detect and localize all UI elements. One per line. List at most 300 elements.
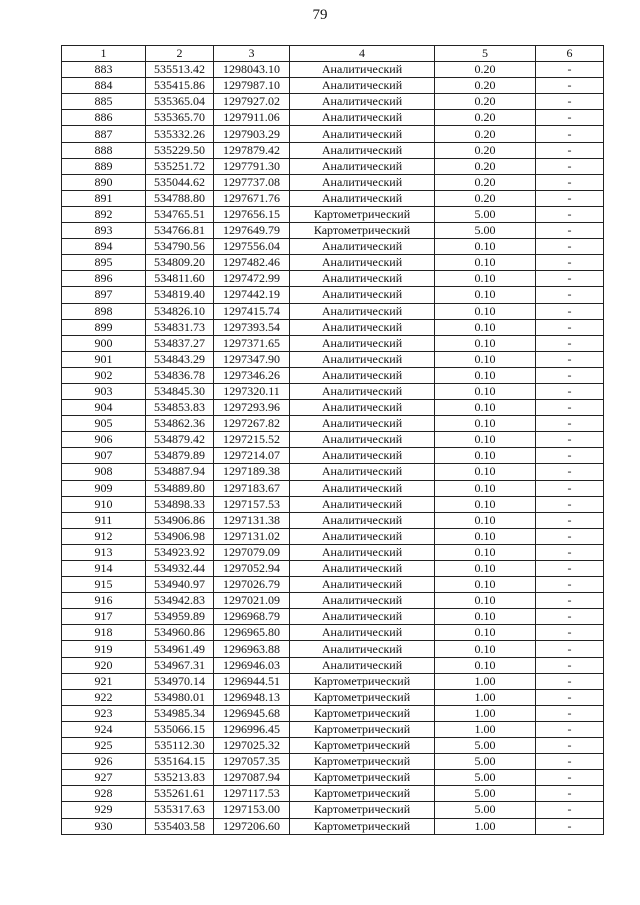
method-cell: Картометрический	[290, 754, 435, 770]
note-cell: -	[536, 62, 604, 78]
method-cell: Аналитический	[290, 416, 435, 432]
x-coordinate-cell: 535261.61	[146, 786, 214, 802]
accuracy-cell: 0.10	[435, 255, 536, 271]
note-cell: -	[536, 190, 604, 206]
point-number-cell: 884	[62, 78, 146, 94]
method-cell: Аналитический	[290, 78, 435, 94]
y-coordinate-cell: 1297214.07	[214, 448, 290, 464]
table-row	[62, 689, 604, 705]
y-coordinate-cell: 1296965.80	[214, 625, 290, 641]
y-coordinate-cell: 1297346.26	[214, 367, 290, 383]
y-coordinate-cell: 1297791.30	[214, 158, 290, 174]
point-number-cell: 906	[62, 432, 146, 448]
method-cell: Аналитический	[290, 528, 435, 544]
x-coordinate-cell: 535044.62	[146, 174, 214, 190]
note-cell: -	[536, 544, 604, 560]
table-row	[62, 641, 604, 657]
note-cell: -	[536, 738, 604, 754]
note-cell: -	[536, 577, 604, 593]
accuracy-cell: 0.10	[435, 239, 536, 255]
y-coordinate-cell: 1297393.54	[214, 319, 290, 335]
x-coordinate-cell: 534853.83	[146, 400, 214, 416]
page-number: 79	[312, 7, 328, 23]
table-row	[62, 174, 604, 190]
method-cell: Аналитический	[290, 158, 435, 174]
note-cell: -	[536, 287, 604, 303]
y-coordinate-cell: 1297347.90	[214, 351, 290, 367]
point-number-cell: 893	[62, 223, 146, 239]
y-coordinate-cell: 1297671.76	[214, 190, 290, 206]
table-row	[62, 496, 604, 512]
note-cell: -	[536, 561, 604, 577]
table-row	[62, 94, 604, 110]
method-cell: Аналитический	[290, 448, 435, 464]
table-row	[62, 190, 604, 206]
note-cell: -	[536, 609, 604, 625]
accuracy-cell: 0.10	[435, 544, 536, 560]
table-row	[62, 464, 604, 480]
accuracy-cell: 0.10	[435, 271, 536, 287]
accuracy-cell: 0.20	[435, 94, 536, 110]
table-row	[62, 303, 604, 319]
note-cell: -	[536, 239, 604, 255]
x-coordinate-cell: 535365.70	[146, 110, 214, 126]
point-number-cell: 916	[62, 593, 146, 609]
table-row	[62, 126, 604, 142]
note-cell: -	[536, 110, 604, 126]
method-cell: Аналитический	[290, 110, 435, 126]
point-number-cell: 915	[62, 577, 146, 593]
y-coordinate-cell: 1297415.74	[214, 303, 290, 319]
y-coordinate-cell: 1297026.79	[214, 577, 290, 593]
point-number-cell: 908	[62, 464, 146, 480]
point-number-cell: 925	[62, 738, 146, 754]
y-coordinate-cell: 1297987.10	[214, 78, 290, 94]
y-coordinate-cell: 1296944.51	[214, 673, 290, 689]
table-row	[62, 448, 604, 464]
x-coordinate-cell: 534837.27	[146, 335, 214, 351]
column-header-5: 5	[435, 46, 536, 62]
table-row	[62, 528, 604, 544]
note-cell: -	[536, 657, 604, 673]
method-cell: Аналитический	[290, 190, 435, 206]
x-coordinate-cell: 534826.10	[146, 303, 214, 319]
coordinates-table	[61, 45, 604, 835]
method-cell: Картометрический	[290, 770, 435, 786]
table-row	[62, 480, 604, 496]
table-row	[62, 432, 604, 448]
point-number-cell: 919	[62, 641, 146, 657]
y-coordinate-cell: 1297021.09	[214, 593, 290, 609]
x-coordinate-cell: 535403.58	[146, 818, 214, 834]
point-number-cell: 889	[62, 158, 146, 174]
point-number-cell: 905	[62, 416, 146, 432]
x-coordinate-cell: 535229.50	[146, 142, 214, 158]
x-coordinate-cell: 534819.40	[146, 287, 214, 303]
note-cell: -	[536, 400, 604, 416]
method-cell: Аналитический	[290, 319, 435, 335]
point-number-cell: 896	[62, 271, 146, 287]
point-number-cell: 886	[62, 110, 146, 126]
accuracy-cell: 0.10	[435, 400, 536, 416]
y-coordinate-cell: 1297153.00	[214, 802, 290, 818]
point-number-cell: 902	[62, 367, 146, 383]
table-row	[62, 416, 604, 432]
table-row	[62, 609, 604, 625]
table-row	[62, 705, 604, 721]
y-coordinate-cell: 1297482.46	[214, 255, 290, 271]
method-cell: Аналитический	[290, 367, 435, 383]
accuracy-cell: 5.00	[435, 802, 536, 818]
accuracy-cell: 0.20	[435, 158, 536, 174]
x-coordinate-cell: 535332.26	[146, 126, 214, 142]
y-coordinate-cell: 1296996.45	[214, 721, 290, 737]
note-cell: -	[536, 673, 604, 689]
y-coordinate-cell: 1297879.42	[214, 142, 290, 158]
y-coordinate-cell: 1297079.09	[214, 544, 290, 560]
method-cell: Аналитический	[290, 62, 435, 78]
method-cell: Аналитический	[290, 255, 435, 271]
column-header-6: 6	[536, 46, 604, 62]
note-cell: -	[536, 786, 604, 802]
note-cell: -	[536, 528, 604, 544]
x-coordinate-cell: 535251.72	[146, 158, 214, 174]
x-coordinate-cell: 534843.29	[146, 351, 214, 367]
point-number-cell: 895	[62, 255, 146, 271]
table-row	[62, 206, 604, 222]
method-cell: Аналитический	[290, 335, 435, 351]
note-cell: -	[536, 271, 604, 287]
table-body	[62, 62, 604, 835]
table-row	[62, 351, 604, 367]
y-coordinate-cell: 1297903.29	[214, 126, 290, 142]
point-number-cell: 883	[62, 62, 146, 78]
y-coordinate-cell: 1297442.19	[214, 287, 290, 303]
note-cell: -	[536, 448, 604, 464]
note-cell: -	[536, 78, 604, 94]
table-row	[62, 319, 604, 335]
y-coordinate-cell: 1297189.38	[214, 464, 290, 480]
note-cell: -	[536, 754, 604, 770]
y-coordinate-cell: 1296948.13	[214, 689, 290, 705]
accuracy-cell: 0.10	[435, 528, 536, 544]
accuracy-cell: 0.10	[435, 383, 536, 399]
accuracy-cell: 0.10	[435, 464, 536, 480]
y-coordinate-cell: 1297131.02	[214, 528, 290, 544]
table-row	[62, 625, 604, 641]
accuracy-cell: 5.00	[435, 223, 536, 239]
accuracy-cell: 5.00	[435, 754, 536, 770]
y-coordinate-cell: 1297131.38	[214, 512, 290, 528]
table-row	[62, 335, 604, 351]
method-cell: Аналитический	[290, 496, 435, 512]
accuracy-cell: 5.00	[435, 738, 536, 754]
point-number-cell: 924	[62, 721, 146, 737]
note-cell: -	[536, 625, 604, 641]
table-row	[62, 78, 604, 94]
x-coordinate-cell: 534790.56	[146, 239, 214, 255]
accuracy-cell: 0.10	[435, 335, 536, 351]
table-row	[62, 544, 604, 560]
accuracy-cell: 1.00	[435, 705, 536, 721]
x-coordinate-cell: 534961.49	[146, 641, 214, 657]
method-cell: Картометрический	[290, 802, 435, 818]
y-coordinate-cell: 1296963.88	[214, 641, 290, 657]
y-coordinate-cell: 1296968.79	[214, 609, 290, 625]
note-cell: -	[536, 383, 604, 399]
point-number-cell: 900	[62, 335, 146, 351]
accuracy-cell: 0.10	[435, 448, 536, 464]
x-coordinate-cell: 534879.89	[146, 448, 214, 464]
note-cell: -	[536, 174, 604, 190]
table-row	[62, 110, 604, 126]
method-cell: Аналитический	[290, 512, 435, 528]
point-number-cell: 913	[62, 544, 146, 560]
method-cell: Аналитический	[290, 641, 435, 657]
x-coordinate-cell: 534831.73	[146, 319, 214, 335]
point-number-cell: 897	[62, 287, 146, 303]
accuracy-cell: 0.10	[435, 625, 536, 641]
y-coordinate-cell: 1297057.35	[214, 754, 290, 770]
y-coordinate-cell: 1297025.32	[214, 738, 290, 754]
table-row	[62, 158, 604, 174]
method-cell: Картометрический	[290, 818, 435, 834]
accuracy-cell: 0.10	[435, 303, 536, 319]
table-row	[62, 721, 604, 737]
note-cell: -	[536, 126, 604, 142]
note-cell: -	[536, 416, 604, 432]
accuracy-cell: 1.00	[435, 721, 536, 737]
point-number-cell: 901	[62, 351, 146, 367]
table-row	[62, 802, 604, 818]
x-coordinate-cell: 535415.86	[146, 78, 214, 94]
x-coordinate-cell: 534932.44	[146, 561, 214, 577]
table-header-row	[62, 46, 604, 62]
method-cell: Аналитический	[290, 544, 435, 560]
point-number-cell: 918	[62, 625, 146, 641]
y-coordinate-cell: 1296945.68	[214, 705, 290, 721]
y-coordinate-cell: 1297656.15	[214, 206, 290, 222]
point-number-cell: 899	[62, 319, 146, 335]
x-coordinate-cell: 535365.04	[146, 94, 214, 110]
note-cell: -	[536, 705, 604, 721]
note-cell: -	[536, 367, 604, 383]
table-row	[62, 239, 604, 255]
x-coordinate-cell: 535317.63	[146, 802, 214, 818]
y-coordinate-cell: 1297052.94	[214, 561, 290, 577]
accuracy-cell: 0.10	[435, 432, 536, 448]
note-cell: -	[536, 721, 604, 737]
y-coordinate-cell: 1297087.94	[214, 770, 290, 786]
accuracy-cell: 0.10	[435, 657, 536, 673]
method-cell: Аналитический	[290, 464, 435, 480]
point-number-cell: 922	[62, 689, 146, 705]
note-cell: -	[536, 464, 604, 480]
point-number-cell: 885	[62, 94, 146, 110]
method-cell: Картометрический	[290, 786, 435, 802]
method-cell: Аналитический	[290, 383, 435, 399]
note-cell: -	[536, 142, 604, 158]
accuracy-cell: 0.10	[435, 367, 536, 383]
method-cell: Аналитический	[290, 609, 435, 625]
note-cell: -	[536, 303, 604, 319]
accuracy-cell: 0.20	[435, 126, 536, 142]
y-coordinate-cell: 1297117.53	[214, 786, 290, 802]
x-coordinate-cell: 534985.34	[146, 705, 214, 721]
y-coordinate-cell: 1297371.65	[214, 335, 290, 351]
point-number-cell: 904	[62, 400, 146, 416]
method-cell: Аналитический	[290, 303, 435, 319]
x-coordinate-cell: 534809.20	[146, 255, 214, 271]
note-cell: -	[536, 255, 604, 271]
table-row	[62, 142, 604, 158]
accuracy-cell: 1.00	[435, 818, 536, 834]
x-coordinate-cell: 534845.30	[146, 383, 214, 399]
method-cell: Аналитический	[290, 351, 435, 367]
y-coordinate-cell: 1297927.02	[214, 94, 290, 110]
table-row	[62, 818, 604, 834]
y-coordinate-cell: 1297183.67	[214, 480, 290, 496]
accuracy-cell: 1.00	[435, 673, 536, 689]
note-cell: -	[536, 593, 604, 609]
x-coordinate-cell: 534836.78	[146, 367, 214, 383]
accuracy-cell: 0.20	[435, 142, 536, 158]
note-cell: -	[536, 689, 604, 705]
point-number-cell: 912	[62, 528, 146, 544]
accuracy-cell: 0.10	[435, 351, 536, 367]
point-number-cell: 907	[62, 448, 146, 464]
y-coordinate-cell: 1297737.08	[214, 174, 290, 190]
method-cell: Картометрический	[290, 689, 435, 705]
table-row	[62, 287, 604, 303]
x-coordinate-cell: 534898.33	[146, 496, 214, 512]
point-number-cell: 910	[62, 496, 146, 512]
x-coordinate-cell: 535066.15	[146, 721, 214, 737]
accuracy-cell: 5.00	[435, 786, 536, 802]
x-coordinate-cell: 534887.94	[146, 464, 214, 480]
point-number-cell: 929	[62, 802, 146, 818]
point-number-cell: 917	[62, 609, 146, 625]
accuracy-cell: 1.00	[435, 689, 536, 705]
method-cell: Аналитический	[290, 657, 435, 673]
y-coordinate-cell: 1297206.60	[214, 818, 290, 834]
method-cell: Аналитический	[290, 593, 435, 609]
note-cell: -	[536, 770, 604, 786]
point-number-cell: 928	[62, 786, 146, 802]
method-cell: Картометрический	[290, 721, 435, 737]
note-cell: -	[536, 94, 604, 110]
note-cell: -	[536, 512, 604, 528]
point-number-cell: 930	[62, 818, 146, 834]
x-coordinate-cell: 535112.30	[146, 738, 214, 754]
table-row	[62, 673, 604, 689]
note-cell: -	[536, 319, 604, 335]
method-cell: Аналитический	[290, 94, 435, 110]
point-number-cell: 903	[62, 383, 146, 399]
accuracy-cell: 0.20	[435, 78, 536, 94]
point-number-cell: 887	[62, 126, 146, 142]
x-coordinate-cell: 535213.83	[146, 770, 214, 786]
method-cell: Картометрический	[290, 673, 435, 689]
method-cell: Аналитический	[290, 400, 435, 416]
accuracy-cell: 0.10	[435, 319, 536, 335]
accuracy-cell: 0.20	[435, 174, 536, 190]
method-cell: Аналитический	[290, 142, 435, 158]
accuracy-cell: 0.10	[435, 287, 536, 303]
x-coordinate-cell: 534811.60	[146, 271, 214, 287]
x-coordinate-cell: 534959.89	[146, 609, 214, 625]
y-coordinate-cell: 1297293.96	[214, 400, 290, 416]
x-coordinate-cell: 534942.83	[146, 593, 214, 609]
accuracy-cell: 0.20	[435, 110, 536, 126]
method-cell: Аналитический	[290, 287, 435, 303]
x-coordinate-cell: 534889.80	[146, 480, 214, 496]
method-cell: Аналитический	[290, 432, 435, 448]
method-cell: Аналитический	[290, 577, 435, 593]
table-row	[62, 512, 604, 528]
table-row	[62, 770, 604, 786]
x-coordinate-cell: 535513.42	[146, 62, 214, 78]
table-row	[62, 754, 604, 770]
table-row	[62, 577, 604, 593]
y-coordinate-cell: 1296946.03	[214, 657, 290, 673]
x-coordinate-cell: 534862.36	[146, 416, 214, 432]
accuracy-cell: 0.10	[435, 641, 536, 657]
note-cell: -	[536, 206, 604, 222]
point-number-cell: 923	[62, 705, 146, 721]
method-cell: Аналитический	[290, 174, 435, 190]
note-cell: -	[536, 158, 604, 174]
table-row	[62, 400, 604, 416]
point-number-cell: 926	[62, 754, 146, 770]
note-cell: -	[536, 496, 604, 512]
x-coordinate-cell: 534980.01	[146, 689, 214, 705]
table-row	[62, 657, 604, 673]
table-row	[62, 223, 604, 239]
method-cell: Аналитический	[290, 271, 435, 287]
table-row	[62, 255, 604, 271]
y-coordinate-cell: 1297157.53	[214, 496, 290, 512]
point-number-cell: 890	[62, 174, 146, 190]
x-coordinate-cell: 534970.14	[146, 673, 214, 689]
method-cell: Аналитический	[290, 480, 435, 496]
accuracy-cell: 0.10	[435, 512, 536, 528]
table-row	[62, 367, 604, 383]
y-coordinate-cell: 1297320.11	[214, 383, 290, 399]
x-coordinate-cell: 534967.31	[146, 657, 214, 673]
table-row	[62, 786, 604, 802]
table-row	[62, 62, 604, 78]
x-coordinate-cell: 534940.97	[146, 577, 214, 593]
note-cell: -	[536, 641, 604, 657]
accuracy-cell: 5.00	[435, 206, 536, 222]
method-cell: Картометрический	[290, 705, 435, 721]
accuracy-cell: 0.10	[435, 593, 536, 609]
column-header-2: 2	[146, 46, 214, 62]
accuracy-cell: 0.20	[435, 190, 536, 206]
x-coordinate-cell: 534906.86	[146, 512, 214, 528]
table-row	[62, 738, 604, 754]
method-cell: Аналитический	[290, 561, 435, 577]
y-coordinate-cell: 1297911.06	[214, 110, 290, 126]
table-row	[62, 561, 604, 577]
method-cell: Картометрический	[290, 206, 435, 222]
note-cell: -	[536, 802, 604, 818]
note-cell: -	[536, 223, 604, 239]
accuracy-cell: 0.20	[435, 62, 536, 78]
y-coordinate-cell: 1297556.04	[214, 239, 290, 255]
y-coordinate-cell: 1297649.79	[214, 223, 290, 239]
